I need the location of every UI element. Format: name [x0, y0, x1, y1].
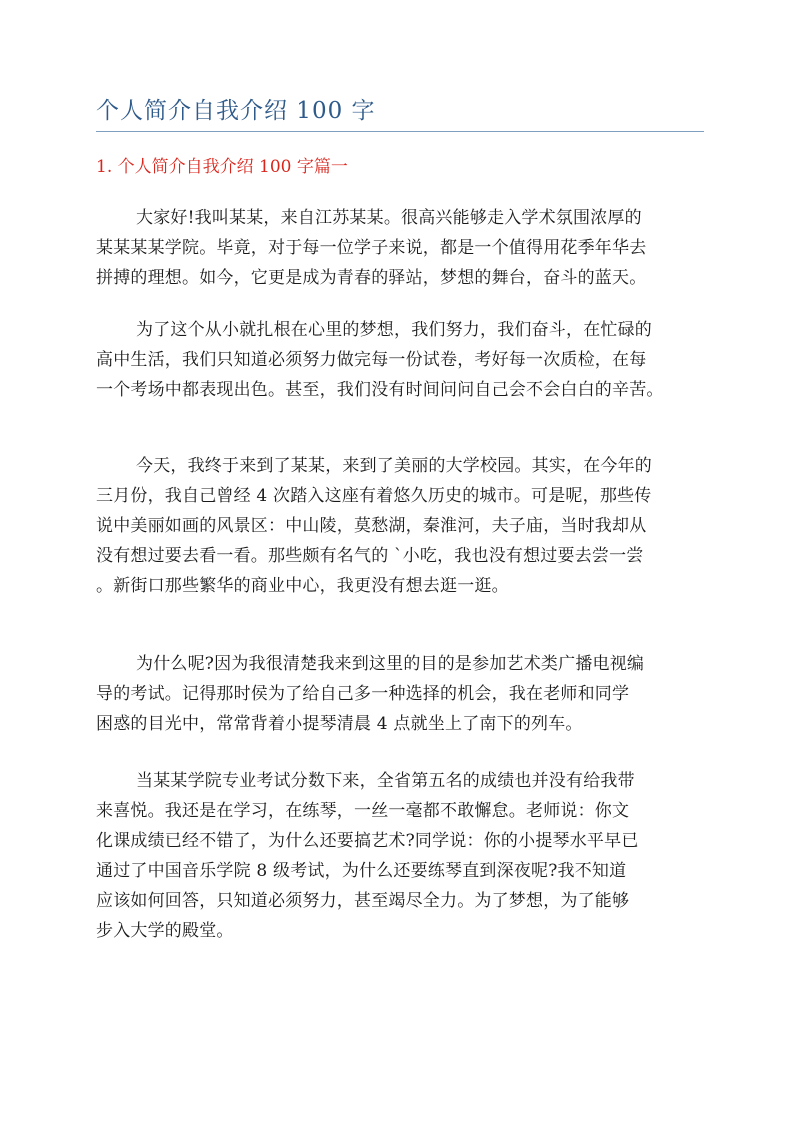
section-heading: 1. 个人简介自我介绍 100 字篇一 — [96, 157, 348, 177]
paragraph-3 — [96, 451, 716, 601]
paragraph-line: 高中生活，我们只知道必须努力做完每一份试卷，考好每一次质检，在每 — [96, 350, 647, 370]
paragraph-line: 步入大学的殿堂。 — [96, 921, 234, 941]
paragraph-line: 拼搏的理想。如今，它更是成为青春的驿站，梦想的舞台，奋斗的蓝天。 — [96, 268, 647, 288]
paragraph-line: 一个考场中都表现出色。甚至，我们没有时间问问自己会不会白白的辛苦。 — [96, 380, 664, 400]
title-divider — [96, 131, 704, 132]
paragraph-line: 为什么呢?因为我很清楚我来到这里的目的是参加艺术类广播电视编 — [136, 654, 645, 674]
paragraph-line: 导的考试。记得那时侯为了给自己多一种选择的机会，我在老师和同学 — [96, 684, 630, 704]
paragraph-line: 困惑的目光中，常常背着小提琴清晨 4 点就坐上了南下的列车。 — [96, 714, 583, 734]
document-title: 个人简介自我介绍 100 字 — [96, 98, 376, 124]
paragraph-line: 。新街口那些繁华的商业中心，我更没有想去逛一逛。 — [96, 576, 509, 596]
paragraph-line: 说中美丽如画的风景区：中山陵，莫愁湖，秦淮河，夫子庙，当时我却从 — [96, 516, 647, 536]
paragraph-line: 应该如何回答，只知道必须努力，甚至竭尽全力。为了梦想，为了能够 — [96, 891, 630, 911]
paragraph-line: 化课成绩已经不错了，为什么还要搞艺术?同学说：你的小提琴水平早已 — [96, 831, 639, 851]
paragraph-1 — [96, 203, 716, 293]
paragraph-line: 三月份，我自己曾经 4 次踏入这座有着悠久历史的城市。可是呢，那些传 — [96, 486, 652, 506]
paragraph-line: 为了这个从小就扎根在心里的梦想，我们努力，我们奋斗，在忙碌的 — [136, 320, 652, 340]
paragraph-line: 没有想过要去看一看。那些颇有名气的 `小吃，我也没有想过要去尝一尝 — [96, 546, 644, 566]
paragraph-line: 今天，我终于来到了某某，来到了美丽的大学校园。其实，在今年的 — [136, 456, 652, 476]
paragraph-2 — [96, 315, 716, 405]
paragraph-line: 通过了中国音乐学院 8 级考试，为什么还要练琴直到深夜呢?我不知道 — [96, 861, 627, 881]
paragraph-4 — [96, 649, 716, 739]
paragraph-line: 某某某某学院。毕竟，对于每一位学子来说，都是一个值得用花季年华去 — [96, 238, 647, 258]
paragraph-5 — [96, 766, 716, 946]
paragraph-line: 当某某学院专业考试分数下来，全省第五名的成绩也并没有给我带 — [136, 771, 635, 791]
paragraph-line: 来喜悦。我还是在学习，在练琴，一丝一毫都不敢懈怠。老师说：你文 — [96, 801, 630, 821]
paragraph-line: 大家好!我叫某某，来自江苏某某。很高兴能够走入学术氛围浓厚的 — [136, 208, 642, 228]
